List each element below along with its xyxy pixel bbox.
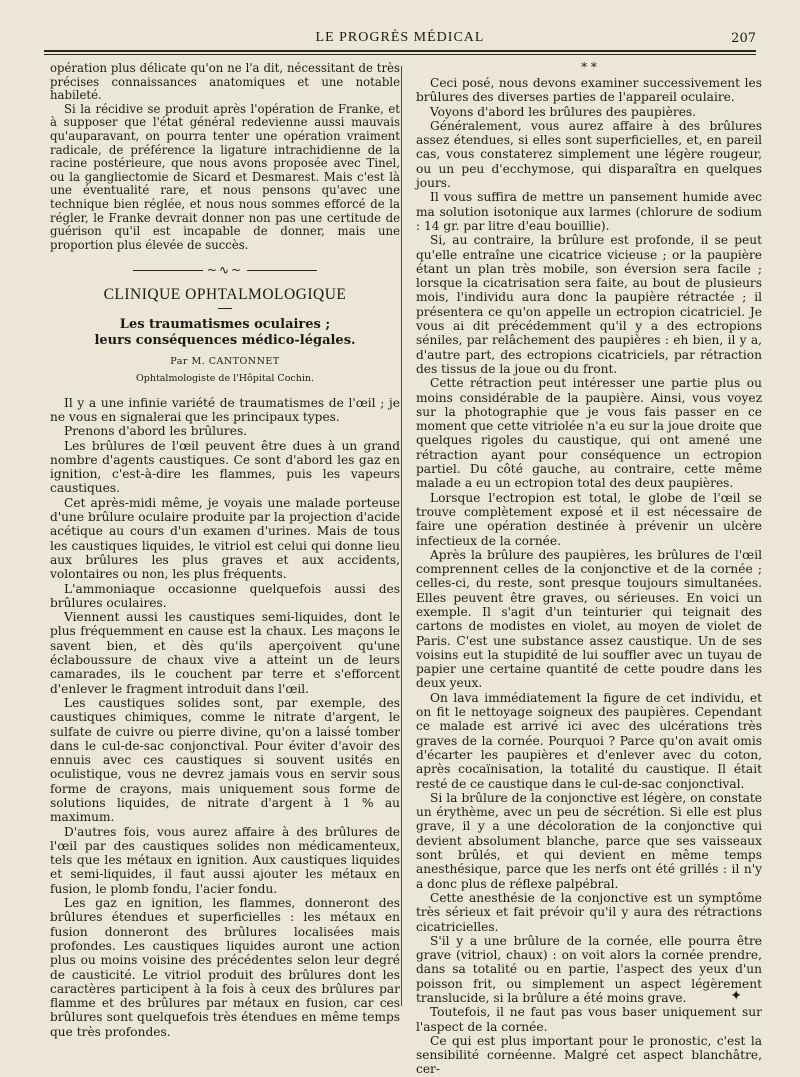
right-column	[416, 62, 762, 1077]
article-title-line-1: Les traumatismes oculaires ;	[119, 316, 331, 332]
article-body	[50, 396, 400, 1039]
asterism: * *	[581, 60, 597, 74]
paragraph: Viennent aussi les caustiques semi-liquides, dont le plus fréquemment en cause est la chaux. Les maçons le savent bien, et dès qu'ils aperçoivent qu'une éclaboussure de chaux vive a atteint un de leurs camarades, ils le couchent par terre et s'efforcent d'enlever le fragment introduit dans l'œil.	[50, 610, 400, 696]
paragraph: Ce qui est plus important pour le pronostic, c'est la sensibilité cornéenne. Malgré cet aspect blanchâtre, cer-	[416, 1033, 762, 1077]
paragraph: Si, au contraire, la brûlure est profonde, il se peut qu'elle entraîne une cicatrice vicieuse ; or la paupière étant un plan très mobile, son éversion sera facile ; lorsque la cicatrisation sera faite, au bout de plusieurs mois, l'individu aura donc la paupière rétractée ; il présentera ce qu'on appelle un ectropion cicatriciel. Je vous ai dit précédemment qu'il y a des ectropions séniles, par relâchement des paupières : eh bien, il y a, d'autre part, des ectropions cicatriciels, par rétraction des tissus de la joue ou du front.	[416, 233, 762, 376]
paragraph: Si la récidive se produit après l'opération de Franke, et à supposer que l'état général redevienne aussi mauvais qu'auparavant, on pourra tenter une opération vraiment radicale, de préférence la ligature intrachidienne de la racine postérieure, que nous avons proposée avec Tinel, ou la gangliectomie de Sicard et Desmarest. Mais c'est là une éventualité rare, et nous pensons qu'avec une technique bien réglée, et nous nous sommes efforcé de la régler, le Franke devrait donner non pas une certitude de guérison qu'il est incapable de donner, mais une proportion plus élevée de succès.	[50, 101, 400, 252]
page-number: 207	[731, 31, 756, 46]
paragraph: Il vous suffira de mettre un pansement humide avec ma solution isotonique aux larmes (chlorure de sodium : 14 gr. par litre d'eau bouillie).	[416, 190, 762, 233]
paragraph: Généralement, vous aurez affaire à des brûlures assez étendues, si elles sont superficielles, et, en pareil cas, vous constaterez simplement une légère rougeur, ou un peu d'ecchymose, qui disparaîtra en quelques jours.	[416, 118, 762, 191]
section-rule	[218, 308, 232, 309]
paragraph: S'il y a une brûlure de la cornée, elle pourra être grave (vitriol, chaux) : on voit alors la cornée prendre, dans sa totalité ou en partie, l'aspect des yeux d'un poisson frit, ou simplement un aspect légèrement translucide, si la brûlure a été moins grave.	[416, 933, 762, 1005]
article-author: Par M. CANTONNET	[170, 355, 280, 367]
paragraph: Cette anesthésie de la conjonctive est un symptôme très sérieux et fait prévoir qu'il y aura des rétractions cicatricielles.	[416, 890, 762, 934]
column-divider	[401, 66, 402, 1006]
paragraph: opération plus délicate qu'on ne l'a dit, nécessitant de très précises connaissances anatomiques et une notable habileté.	[50, 61, 400, 103]
paragraph: Prenons d'abord les brûlures.	[64, 424, 248, 439]
paragraph: D'autres fois, vous aurez affaire à des brûlures de l'œil par des caustiques solides non médicamenteux, tels que les métaux en ignition. Aux caustiques liquides et semi-liquides, il faut aussi ajouter les métaux en fusion, le plomb fondu, l'acier fondu.	[50, 824, 400, 896]
paragraph: Ceci posé, nous devons examiner successivement les brûlures des diverses parties de l'appareil oculaire.	[416, 76, 762, 105]
section-heading: CLINIQUE OPHTALMOLOGIQUE	[103, 285, 347, 303]
page-end-mark: ✦	[730, 988, 742, 1004]
paragraph: Les brûlures de l'œil peuvent être dues à un grand nombre d'agents caustiques. Ce sont d'abord les gaz en ignition, c'est-à-dire les flammes, puis les vapeurs caustiques.	[50, 438, 400, 496]
article-title	[50, 317, 400, 349]
paragraph: L'ammoniaque occasionne quelquefois aussi des brûlures oculaires.	[50, 581, 400, 610]
page-header	[44, 30, 756, 52]
header-rule	[44, 50, 756, 52]
journal-title: LE PROGRÈS MÉDICAL	[315, 30, 485, 45]
article-title-line-2: leurs conséquences médico-légales.	[94, 332, 356, 348]
paragraph: Cet après-midi même, je voyais une malade porteuse d'une brûlure oculaire produite par la projection d'acide acétique au cours d'un examen d'urines. Mais de tous les caustiques liquides, le vitriol est celui qui donne lieu aux brûlures les plus graves et aux accidents, volontaires ou non, les plus fréquents.	[50, 495, 400, 582]
author-affiliation: Ophtalmologiste de l'Hôpital Cochin.	[135, 373, 315, 385]
ornament-divider: ~∿~	[50, 264, 400, 278]
paragraph: Les caustiques solides sont, par exemple, des caustiques chimiques, comme le nitrate d'argent, le sulfate de cuivre ou pierre divine, qu'on a laissé tomber dans le cul-de-sac conjonctival. Pour éviter d'avoir des ennuis avec ces caustiques si souvent usités en oculistique, vous ne devrez jamais vous en servir sous forme de crayons, mais uniquement sous forme de solutions liquides, de nitrate d'argent à 1 % au maximum.	[50, 695, 400, 825]
paragraph: Après la brûlure des paupières, les brûlures de l'œil comprennent celles de la conjonctive et de la cornée ; celles-ci, du reste, sont presque toujours simultanées. Elles peuvent être graves, ou sérieuses. En voici un exemple. Il s'agit d'un teinturier qui teignait des cartons de modistes en violet, au moyen de violet de Paris. C'est une substance assez caustique. Un de ses voisins eut la stupidité de lui souffler avec un tuyau de papier une certaine quantité de cette poudre dans les deux yeux.	[416, 547, 762, 691]
paragraph: On lava immédiatement la figure de cet individu, et on fit le nettoyage soigneux des paupières. Cependant ce malade est arrivé ici avec des ulcérations très graves de la cornée. Pourquoi ? Parce qu'on avait omis d'écarter les paupières et d'enlever avec du coton, après cocaïnisation, la totalité du caustique. Il était resté de ce caustique dans le cul-de-sac conjonctival.	[416, 690, 762, 791]
paragraph: Lorsque l'ectropion est total, le globe de l'œil se trouve complètement exposé et il est nécessaire de faire une opération destinée à prévenir un ulcère infectieux de la cornée.	[416, 490, 762, 548]
paragraph: Toutefois, il ne faut pas vous baser uniquement sur l'aspect de la cornée.	[416, 1005, 762, 1034]
paragraph: Si la brûlure de la conjonctive est légère, on constate un érythème, avec un peu de sécrétion. Si elle est plus grave, il y a une décoloration de la conjonctive qui devient absolument blanche, parce que ses vaisseaux sont brûlés, et qui devient en même temps anesthésique, parce que les nerfs ont été grillés : il n'y a donc plus de réflexe palpébral.	[416, 790, 762, 891]
paragraph: Voyons d'abord les brûlures des paupières.	[430, 104, 697, 119]
paragraph: Les gaz en ignition, les flammes, donneront des brûlures étendues et superficielles : les métaux en fusion donneront des brûlures localisées mais profondes. Les caustiques liquides auront une action plus ou moins voisine des précédentes selon leur degré de causticité. Le vitriol produit des brûlures dont les caractères participent à la fois à ceux des brûlures par flamme et des brûlures par métaux en fusion, car ces brûlures sont quelquefois très étendues en même temps que très profondes.	[50, 896, 400, 1039]
paragraph: Cette rétraction peut intéresser une partie plus ou moins considérable de la paupière. Ainsi, vous voyez sur la photographie que je vous fais passer en ce moment que cette vitriolée n'a eu sur la joue droite que quelques rigoles du caustique, qui ont amené une rétraction ayant pour conséquence un ectropion partiel. Du côté gauche, au contraire, cette même malade a eu un ectropion total des deux paupières.	[416, 376, 762, 491]
left-column	[50, 62, 400, 1039]
paragraph: Il y a une infinie variété de traumatismes de l'œil ; je ne vous en signalerai que les principaux types.	[50, 395, 400, 424]
header-rule-thin	[44, 54, 756, 55]
